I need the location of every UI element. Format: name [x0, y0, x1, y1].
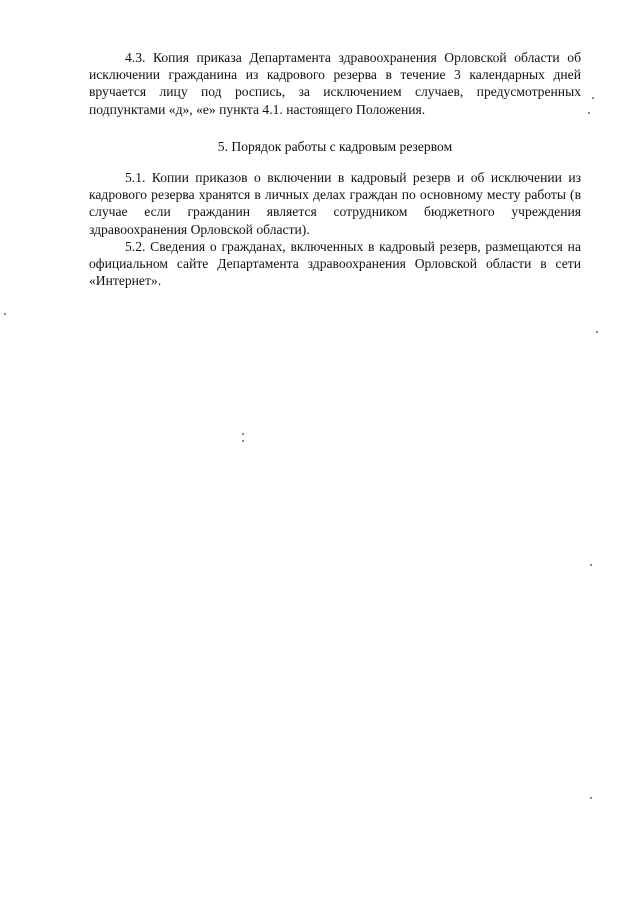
section-5-block [89, 169, 581, 289]
scan-speck [588, 112, 590, 114]
scan-speck [242, 440, 244, 442]
scan-speck [592, 97, 594, 99]
section-4-block [89, 49, 581, 118]
scan-speck [590, 564, 592, 566]
paragraph-5-1: 5.1. Копии приказов о включении в кадровый резерв и об исключении из кадрового резерва хранятся в личных делах граждан по основному месту работы (в случае если гражданин является сотрудником бюджетного учреждения здравоохранения Орловской области). [89, 170, 581, 237]
paragraph-4-3: 4.3. Копия приказа Департамента здравоохранения Орловской области об исключении гражданина из кадрового резерва в течение 3 календарных дней вручается лицу под роспись, за исключением случаев, предусмотренных подпунктами «д», «е» пункта 4.1. настоящего Положения. [89, 50, 581, 117]
scan-speck [596, 331, 598, 333]
scan-speck [4, 313, 6, 315]
scan-speck [590, 797, 592, 799]
paragraph-5-2: 5.2. Сведения о гражданах, включенных в кадровый резерв, размещаются на официальном сайте Департамента здравоохранения Орловской области в сети «Интернет». [89, 238, 581, 289]
section-5-heading: 5. Порядок работы с кадровым резервом [217, 139, 453, 154]
scan-speck [242, 433, 244, 435]
